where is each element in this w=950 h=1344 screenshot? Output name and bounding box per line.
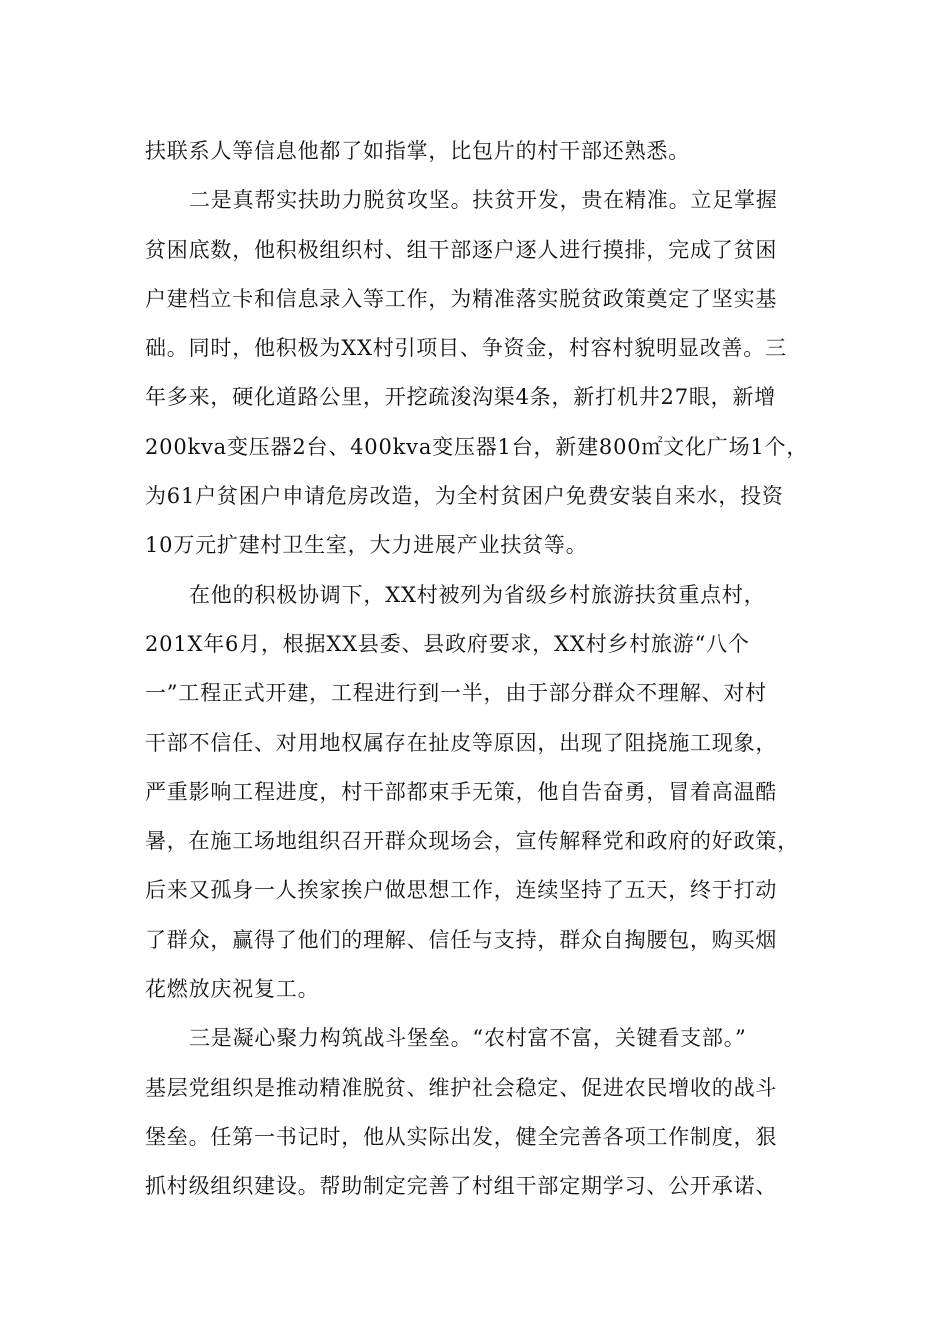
text-line: 了群众，赢得了他们的理解、信任与支持，群众自掏腰包，购买烟 <box>145 927 778 952</box>
text-line: 础。同时，他积极为XX村引项目、争资金，村容村貌明显改善。三 <box>145 336 787 361</box>
text-line: 暑，在施工场地组织召开群众现场会，宣传解释党和政府的好政策， <box>145 829 799 854</box>
text-line: 干部不信任、对用地权属存在扯皮等原因，出现了阻挠施工现象， <box>145 730 778 755</box>
body-text <box>145 127 825 1212</box>
text-line: 花燃放庆祝复工。 <box>145 977 320 1002</box>
paragraph-start-line: 三是凝心聚力构筑战斗堡垒。“农村富不富，关键看支部。” <box>189 1026 747 1051</box>
text-line: 堡垒。任第一书记时，他从实际出发，健全完善各项工作制度，狠 <box>145 1124 778 1149</box>
text-line: 扶联系人等信息他都了如指掌，比包片的村干部还熟悉。 <box>145 139 690 163</box>
text-line: 严重影响工程进度，村干部都束手无策，他自告奋勇，冒着高温酷 <box>145 779 778 804</box>
text-line: 后来又孤身一人挨家挨户做思想工作，连续坚持了五天，终于打动 <box>145 878 778 903</box>
text-line: 一”工程正式开建，工程进行到一半，由于部分群众不理解、对村 <box>145 681 767 706</box>
text-line: 201X年6月，根据XX县委、县政府要求，XX村乡村旅游“八个 <box>145 631 750 656</box>
text-line: 为61户贫困户申请危房改造，为全村贫困户免费安装自来水，投资 <box>145 484 784 509</box>
paragraph-start-line: 在他的积极协调下，XX村被列为省级乡村旅游扶贫重点村， <box>189 582 766 607</box>
text-line: 10万元扩建村卫生室，大力进展产业扶贫等。 <box>145 533 588 558</box>
text-line: 200kva变压器2台、400kva变压器1台，新建800㎡文化广场1个， <box>145 434 809 459</box>
text-line: 基层党组织是推动精准脱贫、维护社会稳定、促进农民增收的战斗 <box>145 1075 778 1100</box>
text-line: 年多来，硬化道路公里，开挖疏浚沟渠4条，新打机井27眼，新增 <box>145 385 777 410</box>
text-line: 贫困底数，他积极组织村、组干部逐户逐人进行摸排，完成了贫困 <box>145 237 778 262</box>
text-line: 抓村级组织建设。帮助制定完善了村组干部定期学习、公开承诺、 <box>145 1174 778 1199</box>
text-line: 户建档立卡和信息录入等工作，为精准落实脱贫政策奠定了坚实基 <box>145 286 778 311</box>
paragraph-start-line: 二是真帮实扶助力脱贫攻坚。扶贫开发，贵在精准。立足掌握 <box>189 188 778 213</box>
